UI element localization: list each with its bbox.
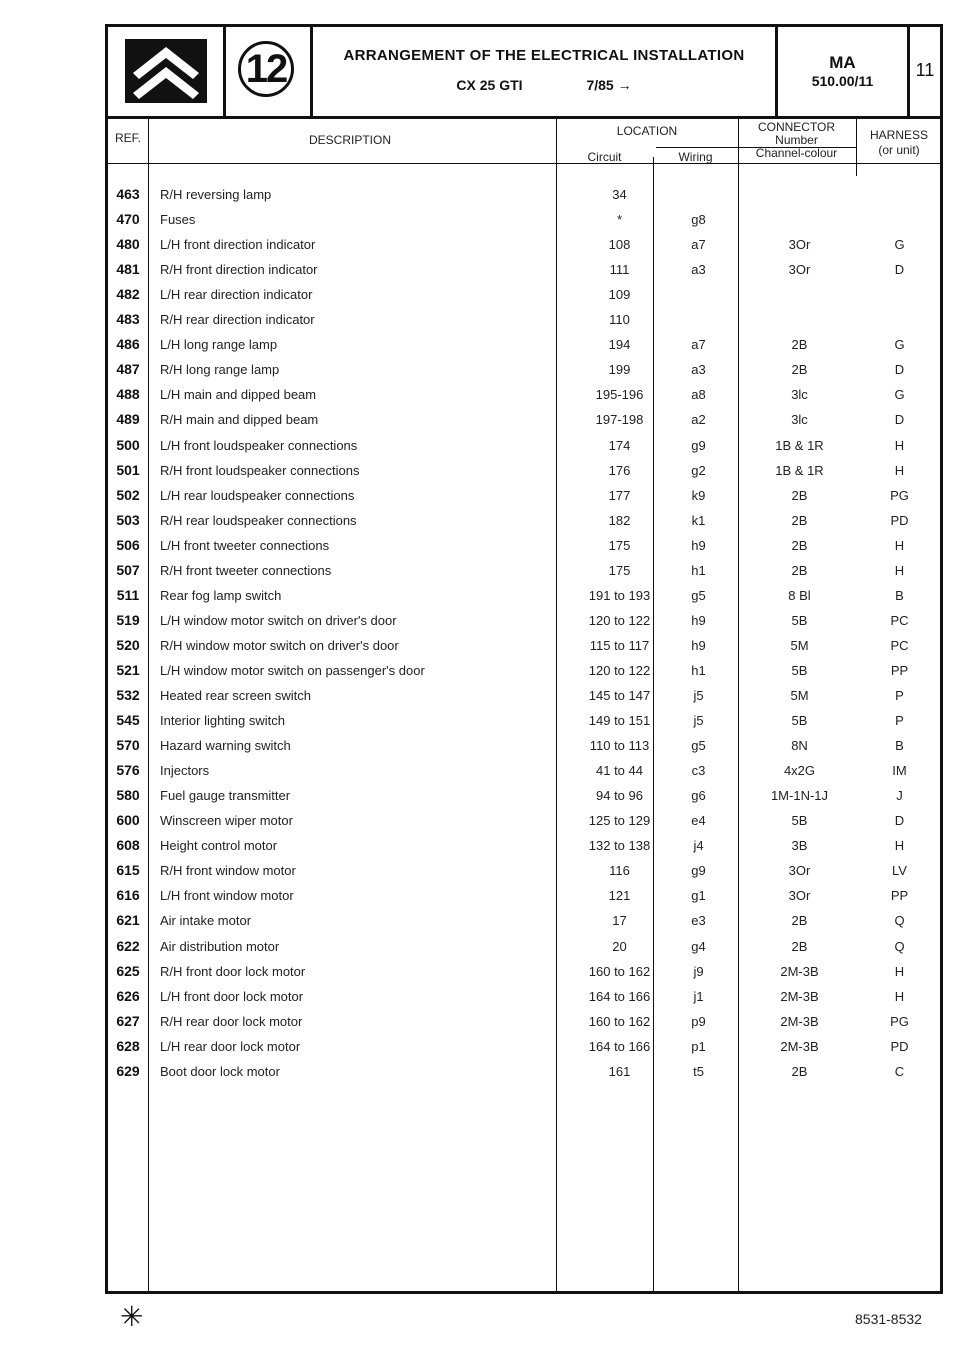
page-number: 11 bbox=[915, 60, 935, 80]
ref-cell: 626 bbox=[116, 987, 140, 1004]
ma-label: MA bbox=[829, 53, 856, 72]
wiring-cell: g1 bbox=[691, 888, 706, 904]
ref-cell: 521 bbox=[116, 661, 140, 678]
col-header-description: DESCRIPTION bbox=[308, 133, 391, 147]
description-cell: R/H front tweeter connections bbox=[160, 562, 332, 578]
circuit-cell: * bbox=[616, 212, 623, 228]
footer-code: 8531-8532 bbox=[855, 1311, 922, 1327]
ref-cell: 628 bbox=[116, 1037, 140, 1054]
harness-cell: PD bbox=[890, 1038, 909, 1054]
circuit-cell: 110 bbox=[609, 312, 630, 328]
connector-header-line1: CONNECTOR bbox=[757, 120, 836, 134]
circuit-cell: 160 to 162 bbox=[588, 963, 651, 979]
ref-cell: 500 bbox=[116, 436, 140, 453]
description-cell: R/H front window motor bbox=[160, 863, 296, 879]
connector-cell: 2B bbox=[791, 337, 808, 353]
harness-cell: D bbox=[894, 362, 905, 378]
table-row bbox=[108, 959, 940, 984]
table-row bbox=[108, 808, 940, 833]
ref-cell: 470 bbox=[116, 211, 140, 228]
wiring-cell: a8 bbox=[691, 387, 706, 403]
circuit-cell: 197-198 bbox=[595, 412, 644, 428]
table-row bbox=[108, 332, 940, 357]
circuit-cell: 145 to 147 bbox=[588, 688, 651, 703]
connector-header-line2: Number bbox=[775, 133, 818, 147]
table-row bbox=[108, 633, 940, 658]
harness-header-line1: HARNESS bbox=[869, 128, 928, 142]
circuit-cell: 160 to 162 bbox=[588, 1013, 651, 1029]
table-row bbox=[108, 908, 940, 933]
ref-cell: 489 bbox=[116, 411, 140, 428]
ref-cell: 482 bbox=[116, 286, 140, 303]
description-cell: L/H rear door lock motor bbox=[160, 1038, 301, 1054]
connector-cell: 3Or bbox=[788, 888, 811, 904]
connector-cell: 1B & 1R bbox=[775, 437, 824, 453]
harness-cell: G bbox=[894, 237, 905, 253]
harness-cell: PP bbox=[890, 662, 909, 678]
table-row bbox=[108, 883, 940, 908]
description-cell: L/H window motor switch on passenger's door bbox=[160, 662, 425, 678]
description-cell: L/H rear direction indicator bbox=[160, 287, 313, 303]
connector-cell: 3Or bbox=[788, 262, 811, 278]
connector-cell: 5M bbox=[790, 688, 809, 703]
description-cell: L/H long range lamp bbox=[160, 337, 278, 353]
ref-cell: 503 bbox=[116, 511, 140, 528]
wiring-cell: g9 bbox=[691, 437, 706, 453]
harness-cell: D bbox=[894, 262, 905, 278]
connector-cell: 5B bbox=[791, 713, 808, 729]
harness-cell: H bbox=[894, 462, 905, 478]
harness-cell: B bbox=[895, 587, 904, 603]
description-cell: L/H main and dipped beam bbox=[160, 387, 317, 403]
harness-header-line2: (or unit) bbox=[878, 143, 920, 157]
circuit-cell: 174 bbox=[608, 437, 631, 453]
page-number-cell bbox=[910, 27, 940, 116]
circuit-cell: 125 to 129 bbox=[588, 813, 651, 829]
col-header-connector bbox=[738, 121, 855, 160]
circuit-cell: 120 to 122 bbox=[588, 662, 651, 678]
section-number-cell bbox=[226, 27, 313, 116]
ref-cell: 506 bbox=[116, 536, 140, 553]
ref-cell: 570 bbox=[116, 737, 140, 754]
connector-cell: 5M bbox=[790, 637, 809, 653]
harness-cell: H bbox=[894, 437, 905, 453]
ref-cell: 629 bbox=[116, 1062, 140, 1079]
ref-cell: 545 bbox=[116, 712, 140, 729]
circuit-cell: 20 bbox=[612, 938, 627, 954]
connector-cell: 2B bbox=[791, 512, 808, 528]
harness-cell: PP bbox=[890, 888, 909, 904]
description-cell: R/H reversing lamp bbox=[160, 187, 272, 202]
header-bottom-rule bbox=[105, 163, 943, 164]
model-name: CX 25 GTI bbox=[456, 77, 523, 93]
circuit-cell: 94 to 96 bbox=[596, 788, 643, 804]
harness-cell: C bbox=[894, 1063, 905, 1079]
table-row bbox=[108, 858, 940, 883]
connector-cell: 1B & 1R bbox=[775, 462, 824, 478]
connector-cell: 2M-3B bbox=[780, 1038, 819, 1054]
wiring-cell: g8 bbox=[691, 212, 706, 228]
harness-cell: H bbox=[894, 988, 905, 1004]
ma-cell bbox=[778, 27, 910, 116]
ref-cell: 481 bbox=[116, 261, 140, 278]
circuit-cell: 121 bbox=[608, 888, 631, 904]
table-row bbox=[108, 232, 940, 257]
wiring-cell: g4 bbox=[691, 938, 706, 954]
col-header-location: LOCATION bbox=[616, 124, 678, 138]
wiring-cell: h9 bbox=[691, 637, 706, 653]
wiring-cell: g6 bbox=[691, 788, 706, 804]
harness-cell: H bbox=[894, 963, 905, 979]
description-cell: R/H long range lamp bbox=[160, 362, 280, 378]
connector-cell: 3Or bbox=[788, 863, 811, 879]
connector-cell: 2M-3B bbox=[780, 963, 819, 979]
description-cell: R/H window motor switch on driver's door bbox=[160, 637, 399, 653]
wiring-cell: j5 bbox=[693, 713, 704, 729]
wiring-cell: k9 bbox=[691, 487, 706, 503]
description-cell: L/H rear loudspeaker connections bbox=[160, 487, 355, 503]
connector-cell: 2M-3B bbox=[780, 1013, 819, 1029]
table-row bbox=[108, 357, 940, 382]
description-cell: R/H front direction indicator bbox=[160, 262, 318, 278]
table-row bbox=[108, 207, 940, 232]
table-row bbox=[108, 708, 940, 733]
wiring-cell: t5 bbox=[693, 1063, 704, 1079]
harness-cell: LV bbox=[892, 863, 907, 879]
connector-cell: 1M-1N-1J bbox=[770, 788, 829, 804]
circuit-cell: 164 to 166 bbox=[588, 988, 651, 1004]
circuit-cell: 194 bbox=[608, 337, 631, 353]
description-cell: L/H front tweeter connections bbox=[160, 537, 330, 553]
description-cell: Heated rear screen switch bbox=[160, 688, 312, 703]
circuit-cell: 175 bbox=[608, 537, 631, 553]
circuit-cell: 177 bbox=[608, 487, 631, 503]
table-row bbox=[108, 558, 940, 583]
connector-cell: 2B bbox=[791, 537, 808, 553]
wiring-cell: e4 bbox=[691, 813, 706, 829]
table-row bbox=[108, 1009, 940, 1034]
circuit-cell: 120 to 122 bbox=[588, 612, 651, 628]
description-cell: Hazard warning switch bbox=[160, 738, 291, 754]
ref-cell: 519 bbox=[116, 611, 140, 628]
table-row bbox=[108, 458, 940, 483]
table-row bbox=[108, 733, 940, 758]
connector-cell: 8 Bl bbox=[788, 587, 811, 603]
ref-cell: 501 bbox=[116, 461, 140, 478]
ref-cell: 576 bbox=[116, 762, 140, 779]
col-header-harness bbox=[855, 128, 943, 158]
circuit-cell: 161 bbox=[608, 1063, 631, 1079]
table-row bbox=[108, 433, 940, 458]
col-header-wiring: Wiring bbox=[678, 150, 713, 164]
circuit-cell: 116 bbox=[609, 863, 630, 879]
harness-cell: D bbox=[894, 813, 905, 829]
table-row bbox=[108, 583, 940, 608]
connector-cell: 2B bbox=[791, 562, 808, 578]
connector-cell: 2M-3B bbox=[780, 988, 819, 1004]
harness-cell: B bbox=[895, 738, 904, 754]
description-cell: L/H front window motor bbox=[160, 888, 294, 904]
description-cell: Winscreen wiper motor bbox=[160, 813, 293, 829]
ref-cell: 625 bbox=[116, 962, 140, 979]
circuit-cell: 195-196 bbox=[595, 387, 644, 403]
connector-cell: 2B bbox=[791, 1063, 808, 1079]
harness-cell: H bbox=[894, 838, 905, 854]
wiring-cell: a2 bbox=[691, 412, 706, 428]
model-date: 7/85 → bbox=[586, 77, 632, 93]
ref-cell: 532 bbox=[116, 687, 140, 703]
wiring-cell: a3 bbox=[691, 262, 706, 278]
circuit-cell: 191 to 193 bbox=[588, 587, 651, 603]
wiring-cell: h9 bbox=[691, 612, 706, 628]
table-row bbox=[108, 508, 940, 533]
circuit-cell: 182 bbox=[608, 512, 631, 528]
section-number: 12 bbox=[238, 41, 294, 97]
connector-cell: 2B bbox=[791, 362, 808, 378]
harness-cell: PC bbox=[890, 612, 909, 628]
description-cell: Fuses bbox=[160, 212, 196, 228]
table-row bbox=[108, 1059, 940, 1084]
circuit-cell: 199 bbox=[608, 362, 631, 378]
wiring-cell: j9 bbox=[693, 963, 704, 979]
citroen-logo bbox=[125, 39, 207, 103]
table-row bbox=[108, 658, 940, 683]
wiring-cell: g9 bbox=[691, 863, 706, 879]
description-cell: R/H rear direction indicator bbox=[160, 312, 315, 328]
connector-cell: 8N bbox=[791, 738, 808, 754]
wiring-cell: k1 bbox=[691, 512, 706, 528]
ref-cell: 486 bbox=[116, 336, 140, 353]
harness-cell: P bbox=[895, 688, 904, 703]
connector-cell: 3lc bbox=[791, 412, 808, 428]
harness-cell: IM bbox=[892, 763, 907, 779]
ref-cell: 487 bbox=[116, 361, 140, 378]
connector-cell: 4x2G bbox=[783, 763, 816, 779]
ref-cell: 480 bbox=[116, 236, 140, 253]
table-row bbox=[108, 533, 940, 558]
description-cell: R/H main and dipped beam bbox=[160, 412, 319, 428]
harness-cell: J bbox=[896, 788, 903, 804]
wiring-cell: a7 bbox=[691, 337, 706, 353]
harness-cell: P bbox=[895, 713, 904, 729]
description-cell: R/H rear loudspeaker connections bbox=[160, 512, 357, 528]
wiring-cell: c3 bbox=[691, 763, 706, 779]
ref-cell: 463 bbox=[116, 186, 140, 202]
table-row bbox=[108, 683, 940, 708]
ref-cell: 580 bbox=[116, 787, 140, 804]
wiring-cell: j1 bbox=[693, 988, 704, 1004]
description-cell: Interior lighting switch bbox=[160, 713, 285, 729]
circuit-cell: 110 to 113 bbox=[589, 738, 650, 754]
col-header-circuit: Circuit bbox=[587, 150, 622, 164]
wiring-cell: g2 bbox=[691, 462, 706, 478]
circuit-cell: 109 bbox=[608, 287, 631, 303]
description-cell: L/H window motor switch on driver's door bbox=[160, 612, 397, 628]
description-cell: R/H rear door lock motor bbox=[160, 1013, 303, 1029]
ref-cell: 616 bbox=[116, 887, 140, 904]
ref-cell: 520 bbox=[116, 636, 140, 653]
connector-cell: 5B bbox=[791, 662, 808, 678]
description-cell: Boot door lock motor bbox=[160, 1063, 280, 1079]
table-row bbox=[108, 833, 940, 858]
harness-cell: H bbox=[894, 562, 905, 578]
table-row bbox=[108, 483, 940, 508]
ref-cell: 600 bbox=[116, 812, 140, 829]
harness-cell: G bbox=[894, 337, 905, 353]
connector-cell: 3Or bbox=[788, 237, 811, 253]
wiring-cell: p9 bbox=[691, 1013, 706, 1029]
connector-header-line3: Channel-colour bbox=[755, 146, 838, 160]
ref-cell: 483 bbox=[116, 311, 140, 328]
wiring-cell: g5 bbox=[691, 738, 706, 754]
harness-cell: Q bbox=[894, 938, 905, 954]
harness-cell: PC bbox=[890, 637, 909, 653]
logo-cell bbox=[108, 27, 226, 116]
ref-cell: 507 bbox=[116, 561, 140, 578]
col-header-ref: REF. bbox=[114, 131, 141, 145]
connector-cell: 5B bbox=[791, 612, 808, 628]
wiring-cell: p1 bbox=[691, 1038, 706, 1054]
wiring-cell: e3 bbox=[691, 913, 706, 929]
wiring-cell: h9 bbox=[691, 537, 706, 553]
wiring-cell: g5 bbox=[691, 587, 706, 603]
circuit-cell: 164 to 166 bbox=[588, 1038, 651, 1054]
description-cell: L/H front loudspeaker connections bbox=[160, 437, 358, 453]
ref-cell: 622 bbox=[116, 937, 140, 954]
model-line bbox=[313, 77, 775, 93]
circuit-cell: 108 bbox=[608, 237, 631, 253]
title-cell bbox=[313, 27, 778, 116]
connector-cell: 2B bbox=[791, 913, 808, 929]
table-row bbox=[108, 382, 940, 407]
harness-cell: D bbox=[894, 412, 905, 428]
harness-cell: G bbox=[894, 387, 905, 403]
description-cell: L/H front door lock motor bbox=[160, 988, 304, 1004]
description-cell: Injectors bbox=[160, 763, 210, 779]
circuit-cell: 132 to 138 bbox=[588, 838, 651, 854]
harness-cell: H bbox=[894, 537, 905, 553]
connector-cell: 3lc bbox=[791, 387, 808, 403]
harness-cell: Q bbox=[894, 913, 905, 929]
table-row bbox=[108, 783, 940, 808]
ref-cell: 511 bbox=[116, 586, 140, 603]
circuit-cell: 34 bbox=[612, 187, 627, 202]
description-cell: R/H front door lock motor bbox=[160, 963, 306, 979]
harness-cell: PG bbox=[890, 1013, 909, 1029]
ref-cell: 488 bbox=[116, 386, 140, 403]
table-row bbox=[108, 307, 940, 332]
ref-cell: 615 bbox=[116, 862, 140, 879]
description-cell: Height control motor bbox=[160, 838, 278, 854]
wiring-cell: j5 bbox=[693, 688, 704, 703]
document-title: ARRANGEMENT OF THE ELECTRICAL INSTALLATION bbox=[343, 47, 745, 64]
ma-code: 510.00/11 bbox=[811, 73, 874, 89]
table-row bbox=[108, 758, 940, 783]
connector-cell: 3B bbox=[791, 838, 808, 854]
description-cell: Air distribution motor bbox=[160, 938, 280, 954]
circuit-cell: 176 bbox=[608, 462, 631, 478]
wiring-cell: j4 bbox=[693, 838, 704, 854]
ref-cell: 627 bbox=[116, 1012, 140, 1029]
description-cell: R/H front loudspeaker connections bbox=[160, 462, 360, 478]
harness-cell: PD bbox=[890, 512, 909, 528]
description-cell: L/H front direction indicator bbox=[160, 237, 316, 253]
description-cell: Rear fog lamp switch bbox=[160, 587, 282, 603]
table-row bbox=[108, 1034, 940, 1059]
table-row bbox=[108, 257, 940, 282]
wiring-cell: a3 bbox=[691, 362, 706, 378]
table-row bbox=[108, 984, 940, 1009]
table-row bbox=[108, 608, 940, 633]
circuit-cell: 17 bbox=[612, 913, 627, 929]
harness-cell: PG bbox=[890, 487, 909, 503]
ref-cell: 621 bbox=[116, 912, 140, 929]
circuit-cell: 41 to 44 bbox=[596, 763, 643, 779]
description-cell: Fuel gauge transmitter bbox=[160, 788, 291, 804]
table-row bbox=[108, 182, 940, 207]
table-row bbox=[108, 407, 940, 432]
circuit-cell: 115 to 117 bbox=[589, 637, 650, 653]
wiring-cell: a7 bbox=[691, 237, 706, 253]
wiring-cell: h1 bbox=[691, 662, 706, 678]
circuit-cell: 175 bbox=[608, 562, 631, 578]
circuit-cell: 149 to 151 bbox=[588, 713, 651, 729]
footer-star-symbol: ✳ bbox=[120, 1301, 144, 1332]
double-chevron-icon bbox=[125, 39, 207, 103]
description-cell: Air intake motor bbox=[160, 913, 252, 929]
title-block bbox=[108, 27, 940, 119]
connector-cell: 2B bbox=[791, 938, 808, 954]
circuit-cell: 111 bbox=[609, 262, 630, 278]
connector-cell: 5B bbox=[791, 813, 808, 829]
table-row bbox=[108, 282, 940, 307]
wiring-cell: h1 bbox=[691, 562, 706, 578]
connector-cell: 2B bbox=[791, 487, 808, 503]
table-row bbox=[108, 934, 940, 959]
ref-cell: 502 bbox=[116, 486, 140, 503]
ref-cell: 608 bbox=[116, 837, 140, 854]
